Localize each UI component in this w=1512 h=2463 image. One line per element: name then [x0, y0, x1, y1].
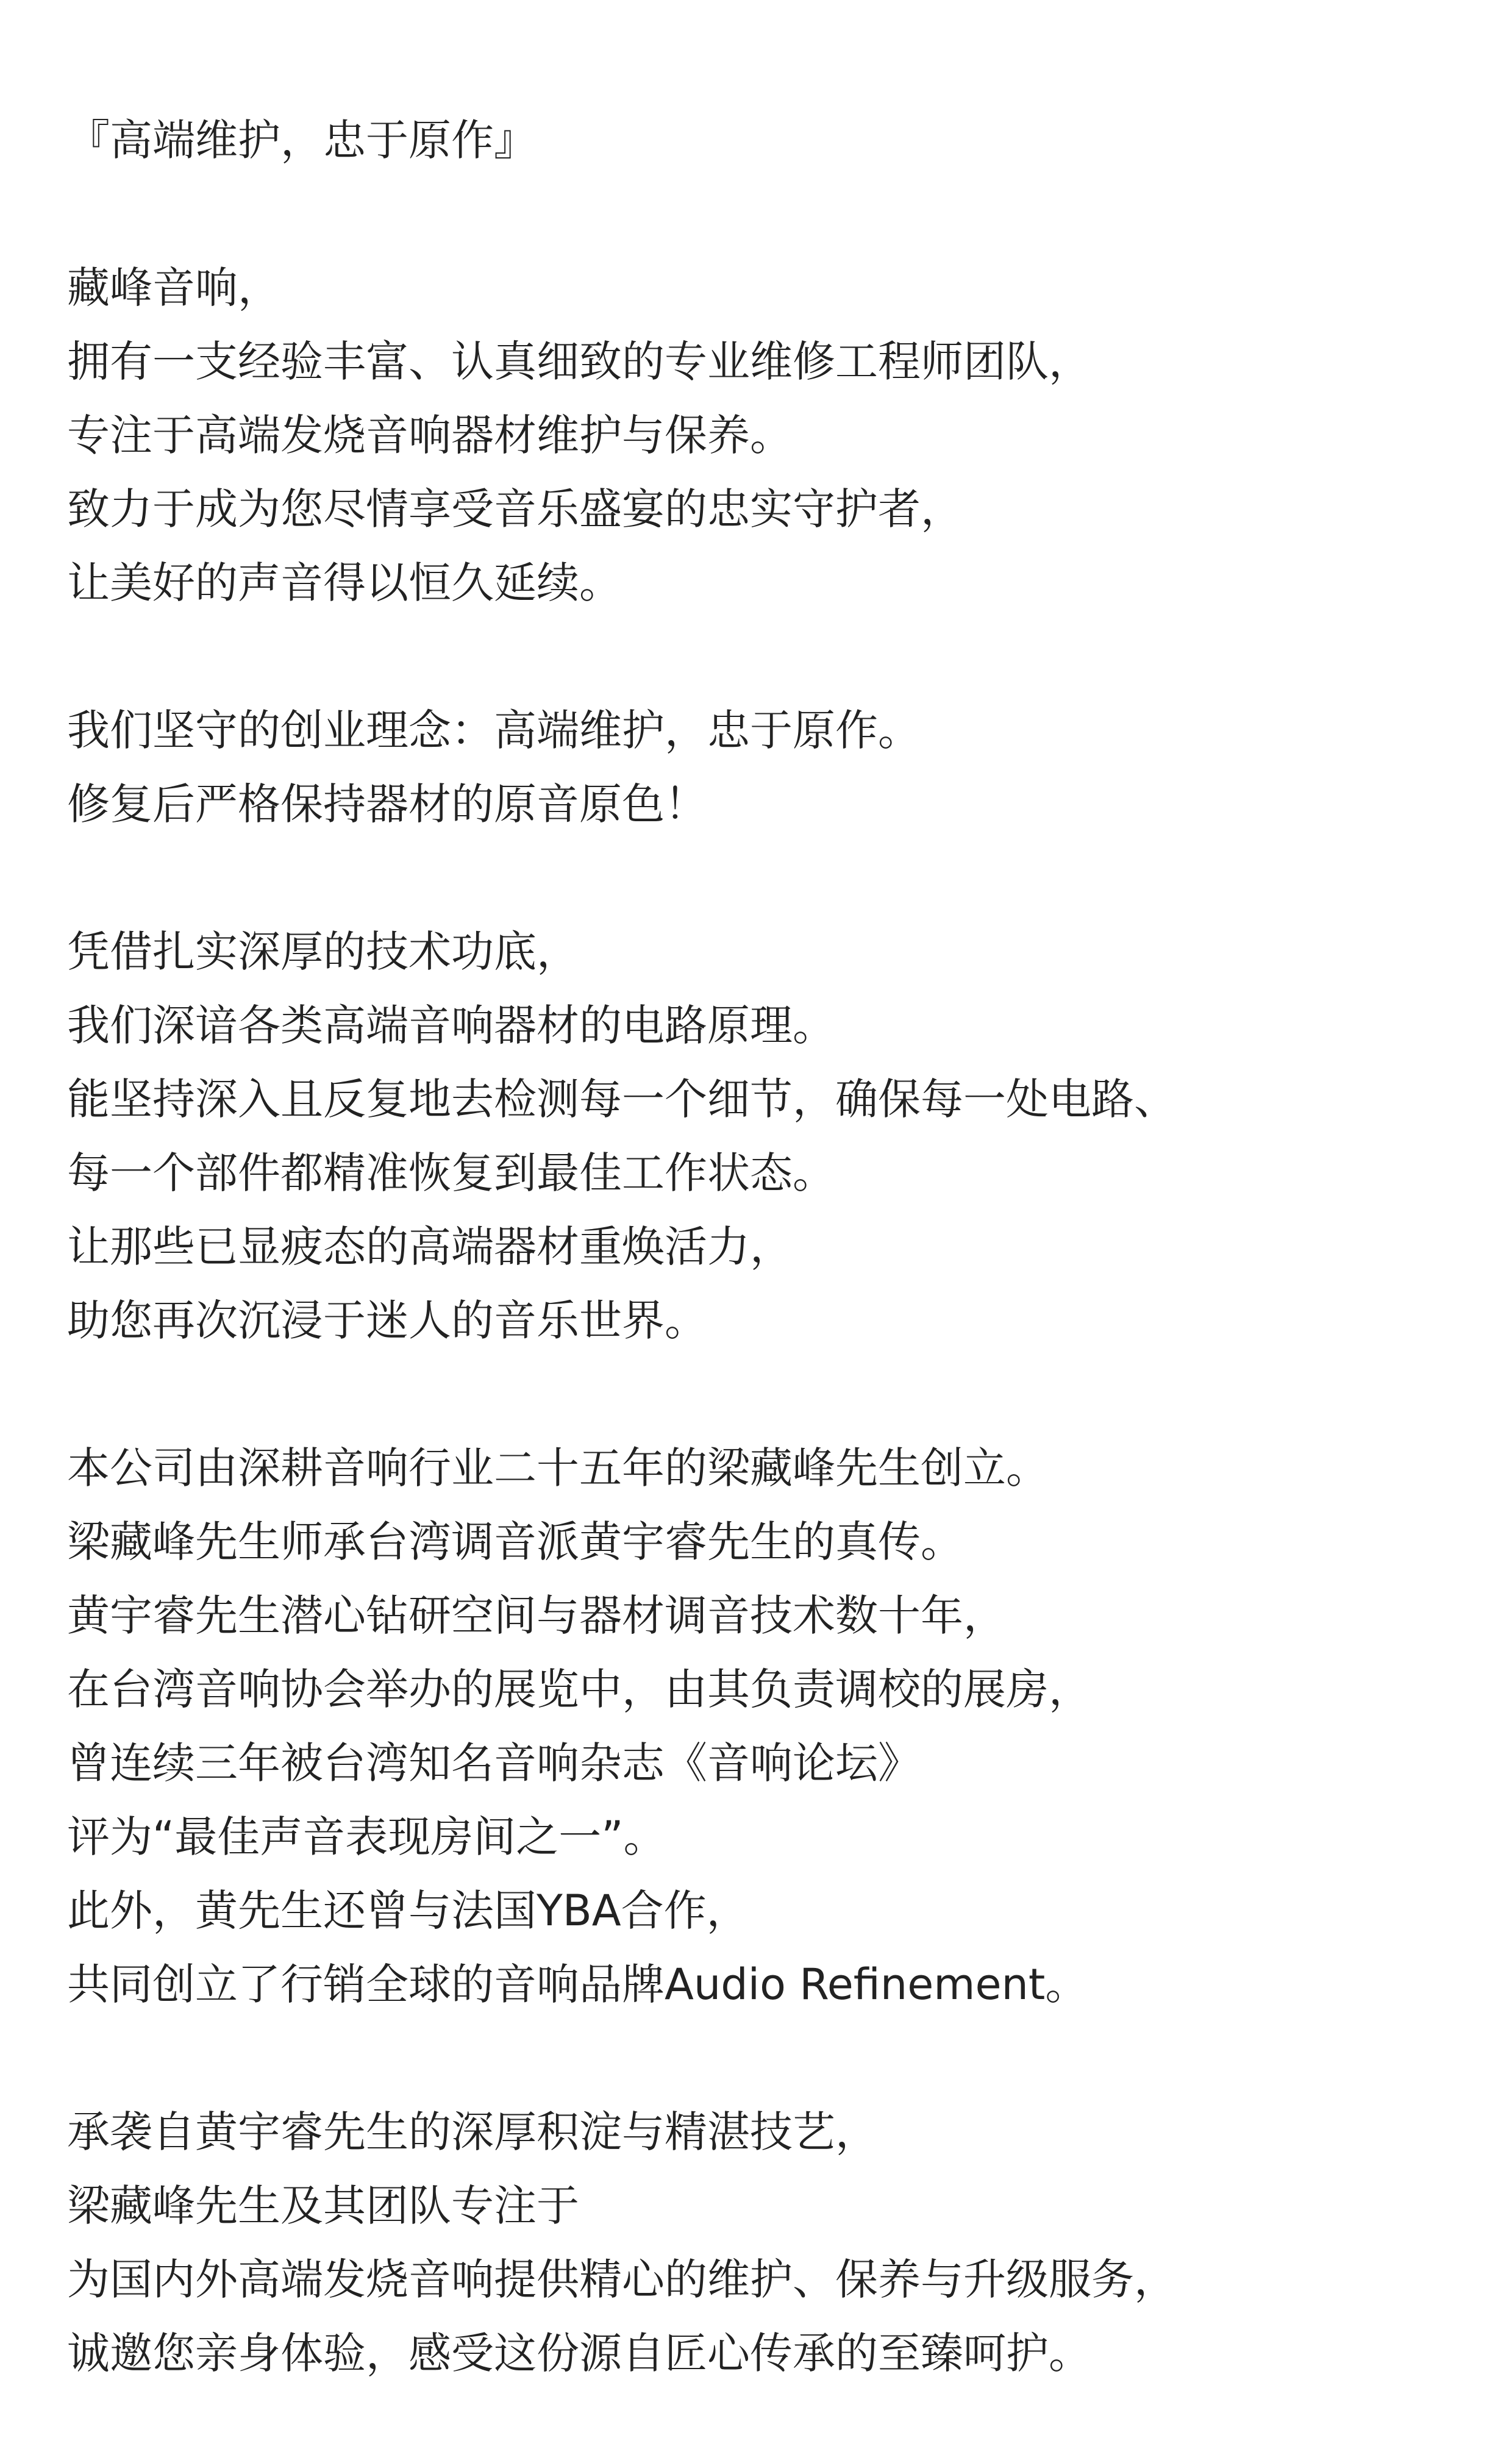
- text-line: 我们深谙各类高端音响器材的电路原理。: [67, 1000, 835, 1050]
- text-line: 助您再次沉浸于迷人的音乐世界。: [67, 1296, 707, 1346]
- text-line: 我们坚守的创业理念：高端维护，忠于原作。: [67, 705, 921, 755]
- intro-paragraph: [67, 251, 1445, 620]
- text-line: 梁藏峰先生师承台湾调音派黄宇睿先生的真传。: [67, 1517, 963, 1567]
- text-line: 专注于高端发烧音响器材维护与保养。: [67, 410, 793, 460]
- history-paragraph: [67, 1431, 1445, 2022]
- text-line: 诚邀您亲身体验，感受这份源自匠心传承的至臻呵护。: [67, 2328, 1091, 2378]
- technique-paragraph: [67, 915, 1445, 1358]
- page-title: 『高端维护，忠于原作』: [67, 115, 537, 165]
- service-paragraph: [67, 2095, 1445, 2390]
- text-line: 曾连续三年被台湾知名音响杂志《音响论坛》: [67, 1738, 921, 1788]
- text-line: 致力于成为您尽情享受音乐盛宴的忠实守护者，: [67, 484, 963, 534]
- text-line: 修复后严格保持器材的原音原色！: [67, 779, 707, 829]
- text-line: 能坚持深入且反复地去检测每一个细节，确保每一处电路、: [67, 1074, 1177, 1124]
- text-line: 梁藏峰先生及其团队专注于: [67, 2181, 579, 2231]
- text-line: 每一个部件都精准恢复到最佳工作状态。: [67, 1148, 835, 1198]
- text-line: 让美好的声音得以恒久延续。: [67, 558, 622, 608]
- text-line: 承袭自黄宇睿先生的深厚积淀与精湛技艺，: [67, 2107, 878, 2157]
- text-line: 共同创立了行销全球的音响品牌Audio Refinement。: [67, 1959, 1088, 2009]
- text-line: 此外，黄先生还曾与法国YBA合作，: [67, 1886, 749, 1936]
- text-line: 本公司由深耕音响行业二十五年的梁藏峰先生创立。: [67, 1443, 1049, 1493]
- text-line: 拥有一支经验丰富、认真细致的专业维修工程师团队，: [67, 337, 1091, 387]
- text-line: 让那些已显疲态的高端器材重焕活力，: [67, 1222, 793, 1272]
- text-line: 凭借扎实深厚的技术功底，: [67, 927, 579, 977]
- text-line: 为国内外高端发烧音响提供精心的维护、保养与升级服务，: [67, 2254, 1177, 2304]
- text-line: 藏峰音响，: [67, 263, 280, 313]
- text-line: 在台湾音响协会举办的展览中，由其负责调校的展房，: [67, 1664, 1091, 1714]
- text-line: 评为“最佳声音表现房间之一”。: [67, 1812, 666, 1862]
- text-line: 黄宇睿先生潜心钻研空间与器材调音技术数十年，: [67, 1591, 1006, 1641]
- philosophy-paragraph: [67, 694, 1445, 841]
